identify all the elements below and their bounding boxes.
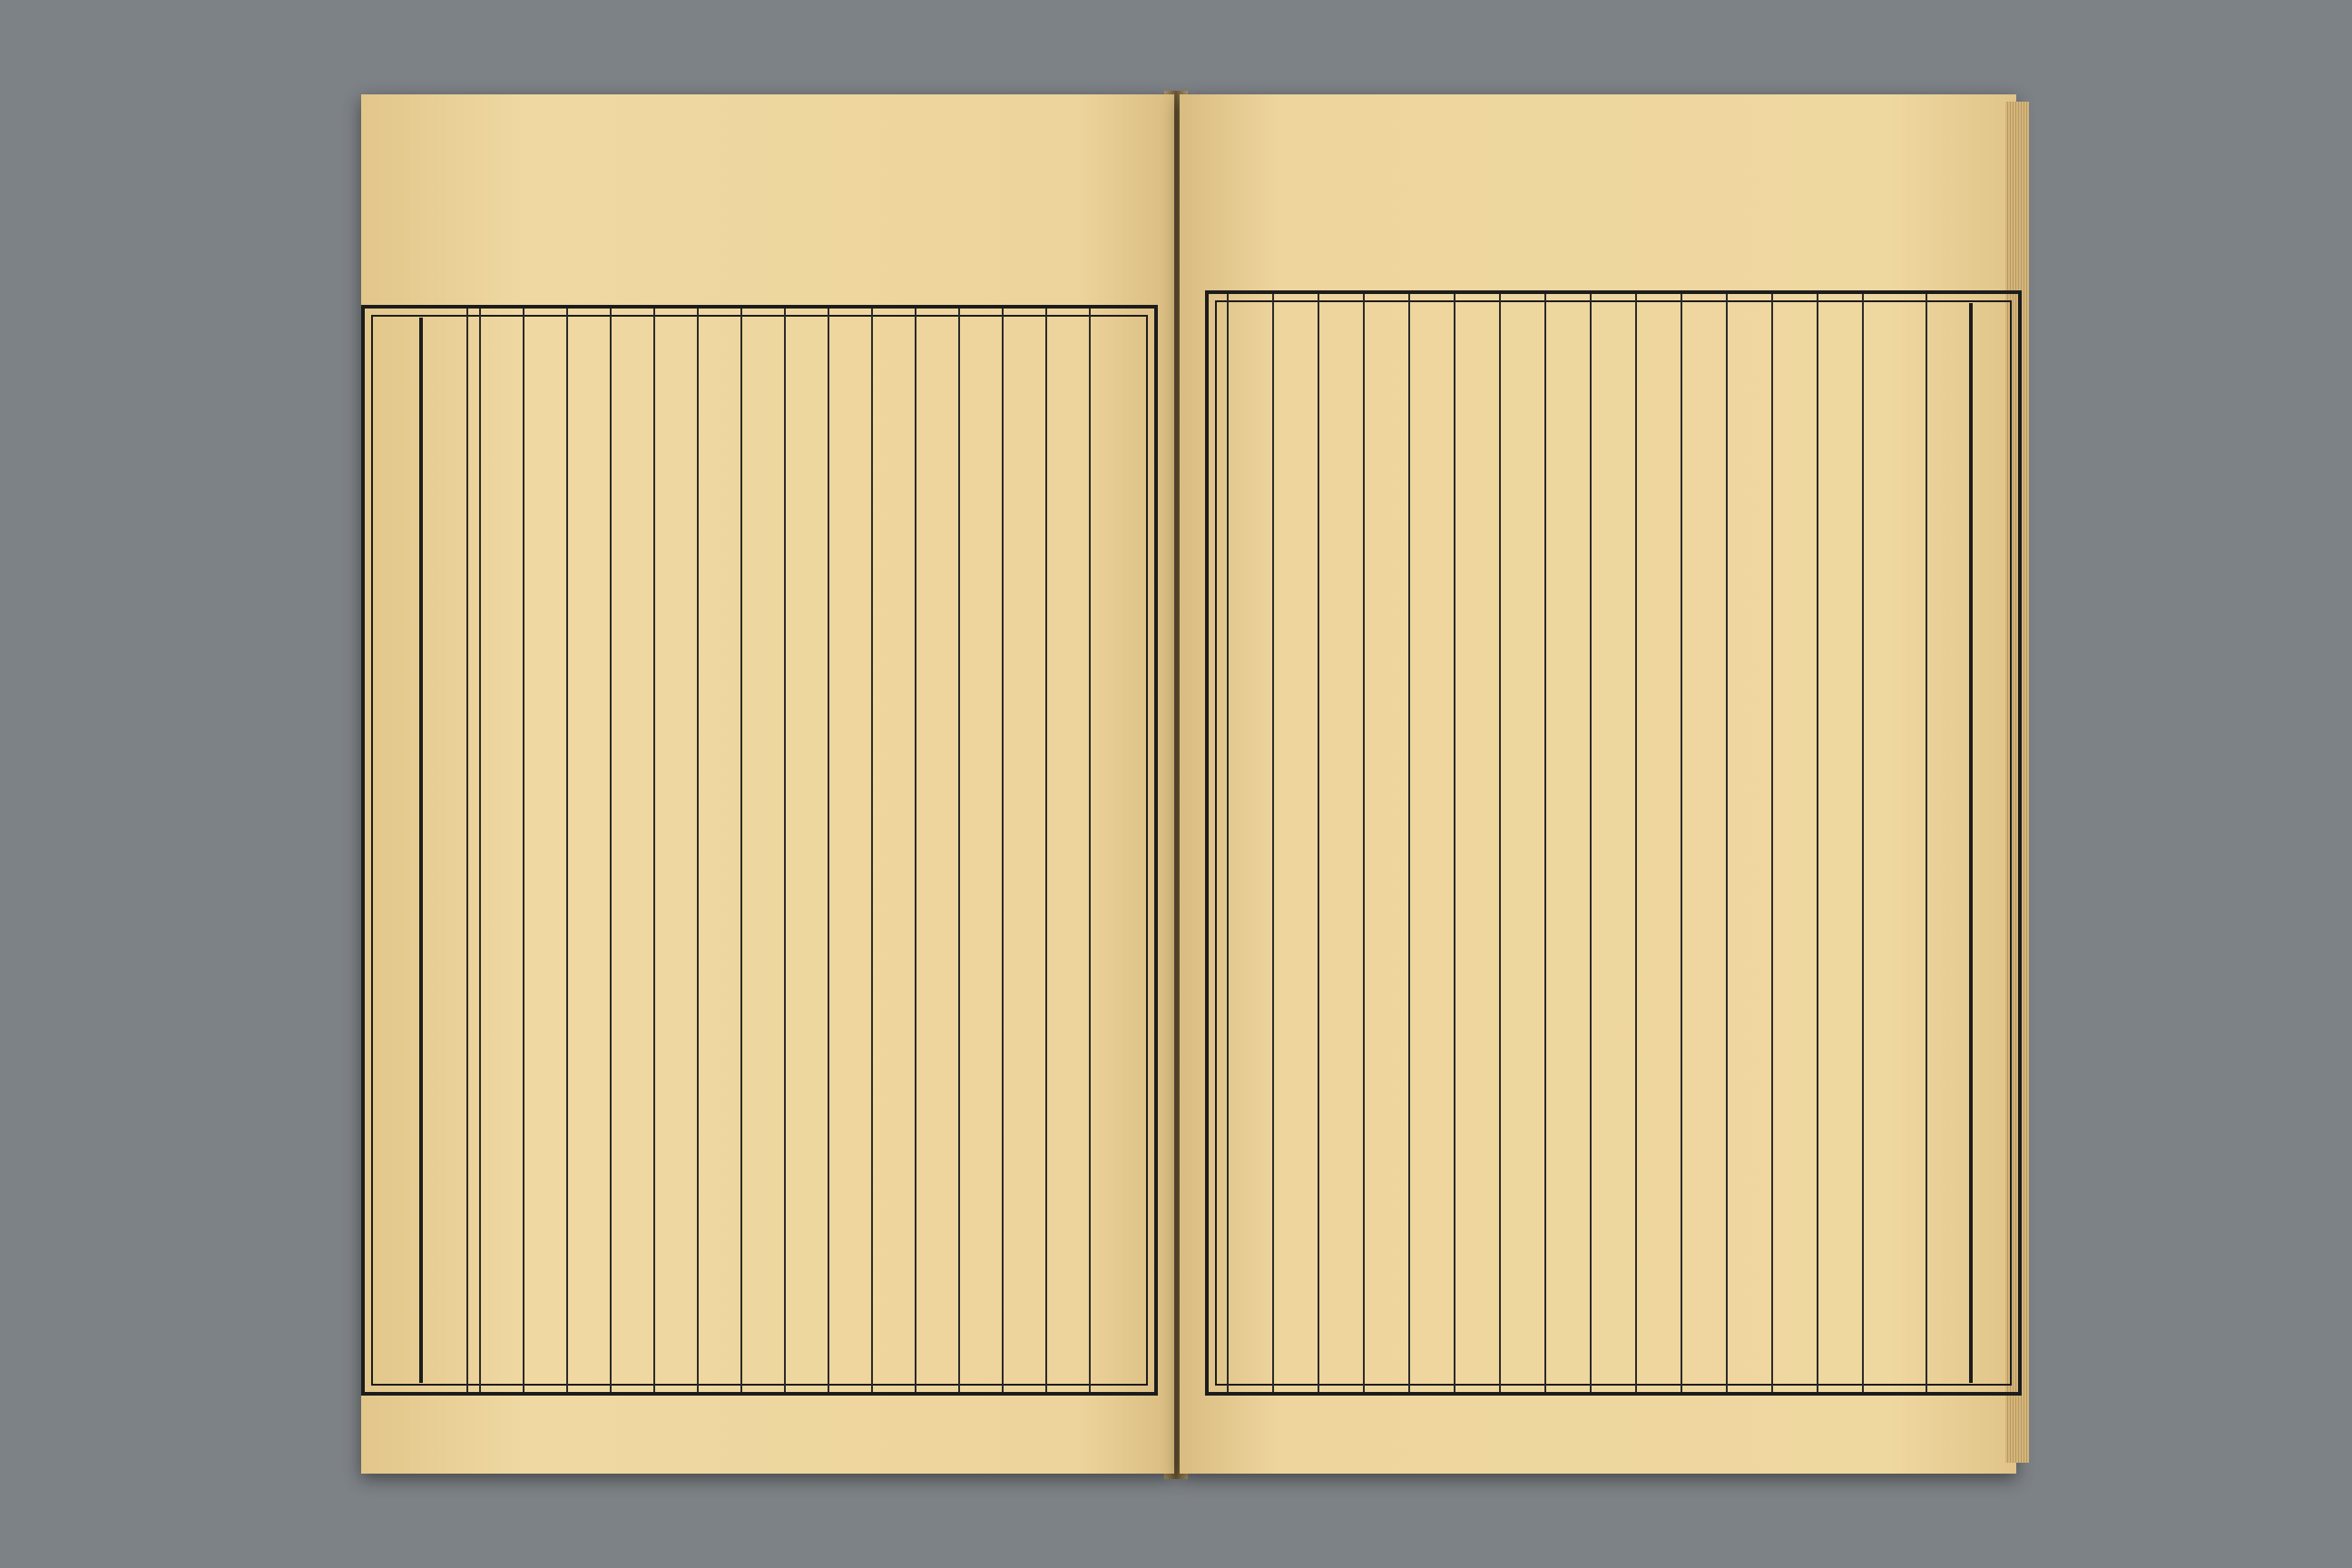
left-column-rule [566, 309, 568, 1392]
right-column-rule [1454, 294, 1455, 1392]
left-text-column [615, 328, 664, 1372]
left-text-column [833, 328, 882, 1372]
right-column-rule [1499, 294, 1501, 1392]
right-column-rule [1862, 294, 1864, 1392]
right-column-rule [1771, 294, 1773, 1392]
left-text-column [572, 328, 621, 1372]
right-column-rule [1363, 294, 1365, 1392]
right-column-rule [1726, 294, 1728, 1392]
left-column-rule [523, 309, 524, 1392]
left-column-rule [871, 309, 873, 1392]
right-column-rule [1635, 294, 1637, 1392]
left-column-rule [653, 309, 655, 1392]
right-column-rule [1227, 294, 1229, 1392]
right-text-column [1867, 314, 1916, 1372]
right-text-frame [1205, 290, 2022, 1396]
left-center-fold-rule [419, 318, 423, 1383]
right-column-rule [1590, 294, 1592, 1392]
right-column-rule [1681, 294, 1682, 1392]
right-center-fold-rule [1969, 303, 1973, 1383]
left-text-column [920, 328, 969, 1372]
left-text-column [528, 328, 577, 1372]
left-text-column [702, 328, 751, 1372]
right-column-rule [1544, 294, 1546, 1392]
right-column-rule [1408, 294, 1410, 1392]
left-column-rule [610, 309, 612, 1392]
left-folio-divider [466, 309, 468, 1392]
left-text-column [485, 328, 534, 1372]
left-column-rule [479, 309, 481, 1392]
left-text-column [1094, 328, 1143, 1372]
left-column-rule [697, 309, 699, 1392]
left-column-rule [1089, 309, 1091, 1392]
left-text-column [746, 328, 795, 1372]
left-text-column [964, 328, 1013, 1372]
right-column-rule [1817, 294, 1818, 1392]
right-column-rule [1318, 294, 1319, 1392]
left-column-rule [828, 309, 829, 1392]
left-column-rule [958, 309, 960, 1392]
left-column-rule [915, 309, 916, 1392]
left-column-rule [1045, 309, 1047, 1392]
left-text-column [789, 328, 838, 1372]
left-column-rule [1002, 309, 1004, 1392]
right-folio-divider [1926, 294, 1927, 1392]
right-column-rule [1272, 294, 1274, 1392]
left-text-column [659, 328, 708, 1372]
left-text-column [1051, 328, 1100, 1372]
left-text-column [877, 328, 926, 1372]
left-text-frame [361, 305, 1158, 1396]
left-text-column [1007, 328, 1056, 1372]
left-column-rule [784, 309, 786, 1392]
left-column-rule [740, 309, 742, 1392]
